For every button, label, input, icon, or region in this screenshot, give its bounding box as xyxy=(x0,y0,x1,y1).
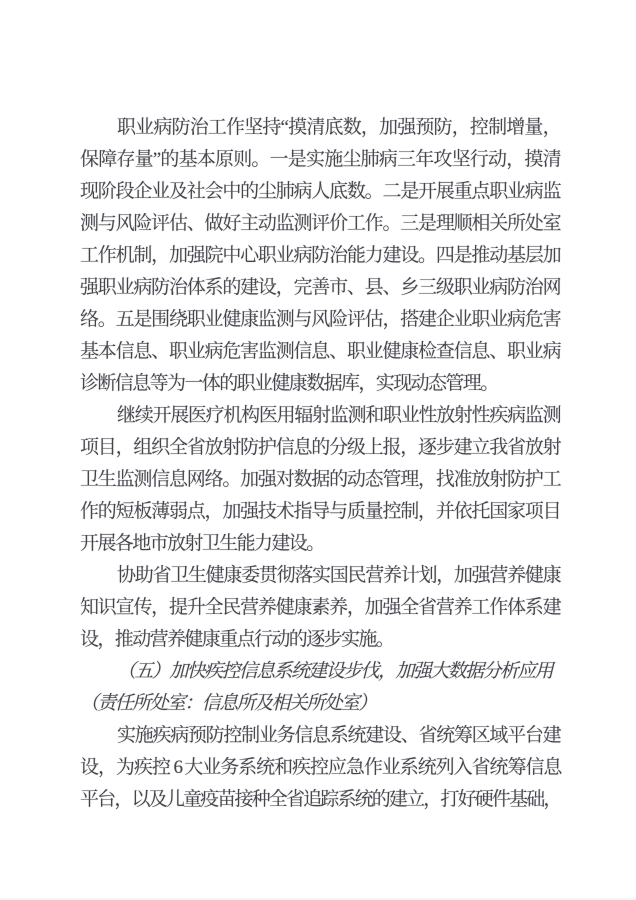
text-line: 继续开展医疗机构医用辐射监测和职业性放射性疾病监测 xyxy=(117,405,560,426)
text-line: 工作机制，加强院中心职业病防治能力建设。四是推动基层加 xyxy=(80,245,560,266)
text-line: 项目，组织全省放射防护信息的分级上报，逐步建立我省放射 xyxy=(80,437,560,458)
section-heading-line: （五）加快疾控信息系统建设步伐，加强大数据分析应用 xyxy=(117,661,553,682)
text-line: 络。五是围绕职业健康监测与风险评估，搭建企业职业病危害 xyxy=(80,309,560,330)
text-line: 诊断信息等为一体的职业健康数据库，实现动态管理。 xyxy=(80,373,498,394)
text-line: 现阶段企业及社会中的尘肺病人底数。二是开展重点职业病监 xyxy=(80,181,560,202)
paragraph-occupational-disease xyxy=(80,112,560,400)
text-line: 实施疾病预防控制业务信息系统建设、省统筹区域平台建 xyxy=(117,725,560,746)
paragraph-cdc-information-systems xyxy=(80,720,560,816)
text-line: 开展各地市放射卫生能力建设。 xyxy=(80,533,324,554)
subheading-section-five xyxy=(80,656,560,720)
paragraph-radiation-monitoring xyxy=(80,400,560,560)
text-line: 平台，以及儿童疫苗接种全省追踪系统的建立，打好硬件基础， xyxy=(80,789,560,810)
text-line: 测与风险评估、做好主动监测评价工作。三是理顺相关所处室 xyxy=(80,213,560,234)
text-line: 基本信息、职业病危害监测信息、职业健康检查信息、职业病 xyxy=(80,341,560,362)
text-line: 知识宣传，提升全民营养健康素养，加强全省营养工作体系建 xyxy=(80,597,560,618)
text-line: 设，为疾控 6 大业务系统和疾控应急作业系统列入省统筹信息 xyxy=(80,757,560,778)
paragraph-nutrition-plan xyxy=(80,560,560,656)
text-line: 职业病防治工作坚持“摸清底数，加强预防，控制增量， xyxy=(117,117,560,138)
text-line: 设，推动营养健康重点行动的逐步实施。 xyxy=(80,629,394,650)
text-line: 卫生监测信息网络。加强对数据的动态管理，找准放射防护工 xyxy=(80,469,560,490)
text-line: 作的短板薄弱点，加强技术指导与质量控制，并依托国家项目 xyxy=(80,501,560,522)
text-line: 协助省卫生健康委贯彻落实国民营养计划，加强营养健康 xyxy=(117,565,560,586)
text-line: 强职业病防治体系的建设，完善市、县、乡三级职业病防治网 xyxy=(80,277,560,298)
text-line: 保障存量”的基本原则。一是实施尘肺病三年攻坚行动，摸清 xyxy=(80,149,560,170)
document-text-block xyxy=(80,112,560,816)
responsible-office-line: （责任所处室：信息所及相关所处室） xyxy=(80,693,376,714)
